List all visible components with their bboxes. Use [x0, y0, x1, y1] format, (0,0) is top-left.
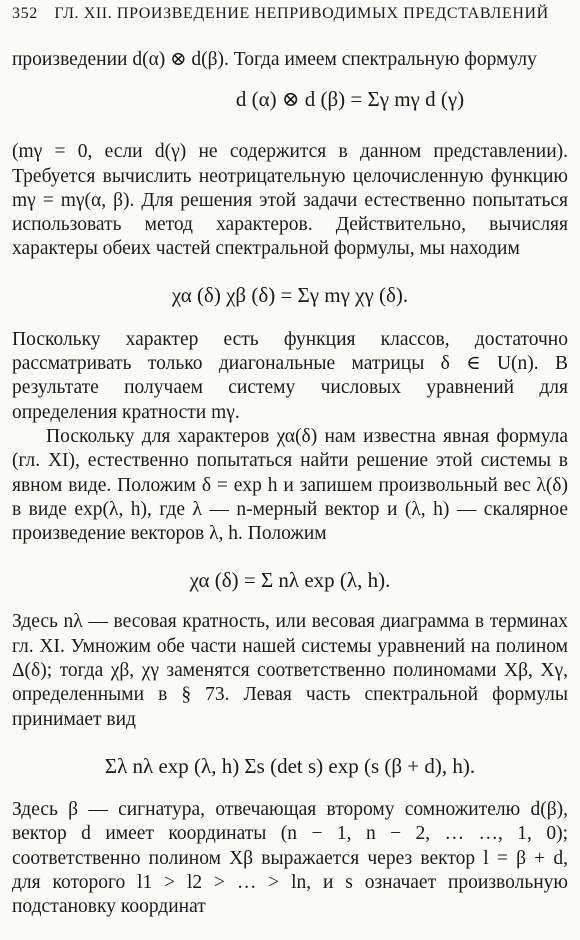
formula-character-product — [12, 274, 568, 316]
formula-character-weights — [12, 560, 568, 600]
paragraph-5: Здесь nλ — весовая кратность, или весовая диаграмма в терминах гл. XI. Умножим обе части нашей системы уравнений на полином Δ(δ); тогда χβ, χγ заменятся соответственно полиномами Xβ, Xγ, определенными в § 73. Левая часть спектральной формулы принимает вид — [12, 611, 568, 730]
paragraph-4: Поскольку для характеров χα(δ) нам известна явная формула (гл. XI), естественно попытаться найти решение этой системы в явном виде. Положим δ = exp h и запишем произвольный вес λ(δ) в виде exp(λ, h), где λ — n-мерный вектор и (λ, h) — скалярное произведение векторов λ, h. Положим — [12, 425, 568, 545]
page-number: 352 — [12, 5, 38, 22]
page-body — [12, 48, 568, 919]
paragraph-6: Здесь β — сигнатура, отвечающая второму сомножителю d(β), вектор d имеет координаты (n − 1, n − 2, … …, 1, 0); соответственно полином Xβ выражается через вектор l = β + d, для которого l1 > l2 > … > ln, и s означает произвольную подстановку координат — [12, 798, 568, 918]
formula-spectral-decomposition — [12, 78, 568, 120]
paragraph-2: (mγ = 0, если d(γ) не содержится в данном представлении). Требуется вычислить неотрицательную целочисленную функцию mγ = mγ(α, β). Для решения этой задачи естественно попытаться использовать метод характеров. Действительно, вычисляя характеры обеих частей спектральной формулы, мы находим — [12, 141, 568, 260]
paragraph-3: Поскольку характер есть функция классов, достаточно рассматривать только диагональные матрицы δ ∈ U(n). В результате получаем систему числовых уравнений для определения кратности mγ. — [12, 328, 568, 423]
running-header — [12, 3, 568, 25]
running-title: ГЛ. XII. ПРОИЗВЕДЕНИЕ НЕПРИВОДИМЫХ ПРЕДСТАВЛЕНИЙ — [54, 5, 549, 22]
formula-text: χα (δ) χβ (δ) = Σγ mγ χγ (δ). — [171, 282, 409, 307]
paragraph-1: произведении d(α) ⊗ d(β). Тогда имеем спектральную формулу — [12, 49, 537, 70]
formula-text: Σλ nλ exp (λ, h) Σs (det s) exp (s (β + d), h). — [104, 753, 476, 778]
formula-left-side — [12, 744, 568, 788]
formula-text: χα (δ) = Σ nλ exp (λ, h). — [189, 568, 391, 593]
formula-text: d (α) ⊗ d (β) = Σγ mγ d (γ) — [235, 87, 465, 112]
